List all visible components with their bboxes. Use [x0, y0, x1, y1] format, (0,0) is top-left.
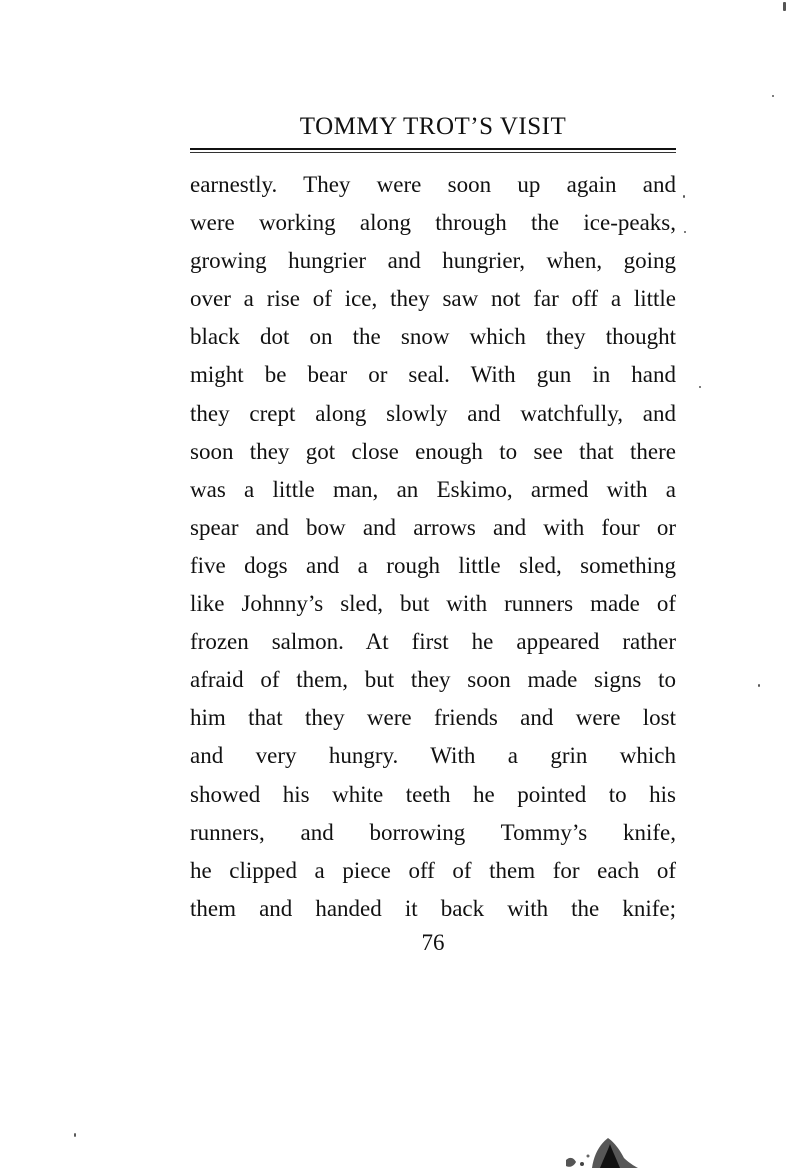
text-line: five dogs and a rough little sled, something [190, 552, 676, 578]
text-line: they crept along slowly and watchfully, and [190, 400, 676, 426]
header-rule-thin [190, 152, 676, 153]
text-line: were working along through the ice-peaks, [190, 210, 676, 236]
scan-speck [772, 95, 774, 97]
header-rule-thick [190, 148, 676, 150]
scan-speck [699, 386, 701, 388]
text-line: and very hungry. With a grin which [190, 743, 676, 769]
scan-smudge-ornament [564, 1132, 642, 1170]
text-line: soon they got close enough to see that there [190, 438, 676, 464]
text-line: like Johnny’s sled, but with runners made of [190, 591, 676, 617]
text-line: frozen salmon. At first he appeared rather [190, 629, 676, 655]
scan-speck [758, 684, 760, 687]
text-line: he clipped a piece off of them for each of [190, 857, 676, 883]
running-head-title: TOMMY TROT’S VISIT [299, 113, 567, 140]
text-line: earnestly. They were soon up again and [190, 172, 676, 197]
text-line: them and handed it back with the knife; [190, 895, 676, 921]
text-line: black dot on the snow which they thought [190, 324, 676, 350]
text-line: over a rise of ice, they saw not far off a little [190, 286, 676, 312]
body-text [190, 166, 676, 928]
text-line: might be bear or seal. With gun in hand [190, 362, 676, 388]
scan-speck [783, 2, 786, 11]
text-line: spear and bow and arrows and with four or [190, 514, 676, 540]
page-number: 76 [421, 930, 445, 955]
text-line: growing hungrier and hungrier, when, going [190, 248, 676, 274]
text-line: was a little man, an Eskimo, armed with a [190, 476, 676, 502]
text-line: him that they were friends and were lost [190, 705, 676, 731]
text-line: afraid of them, but they soon made signs to [190, 667, 676, 693]
scan-speck [74, 1133, 76, 1137]
scan-speck [684, 231, 686, 233]
scan-speck [683, 195, 685, 198]
text-line: showed his white teeth he pointed to his [190, 781, 676, 807]
text-line: runners, and borrowing Tommy’s knife, [190, 819, 676, 845]
